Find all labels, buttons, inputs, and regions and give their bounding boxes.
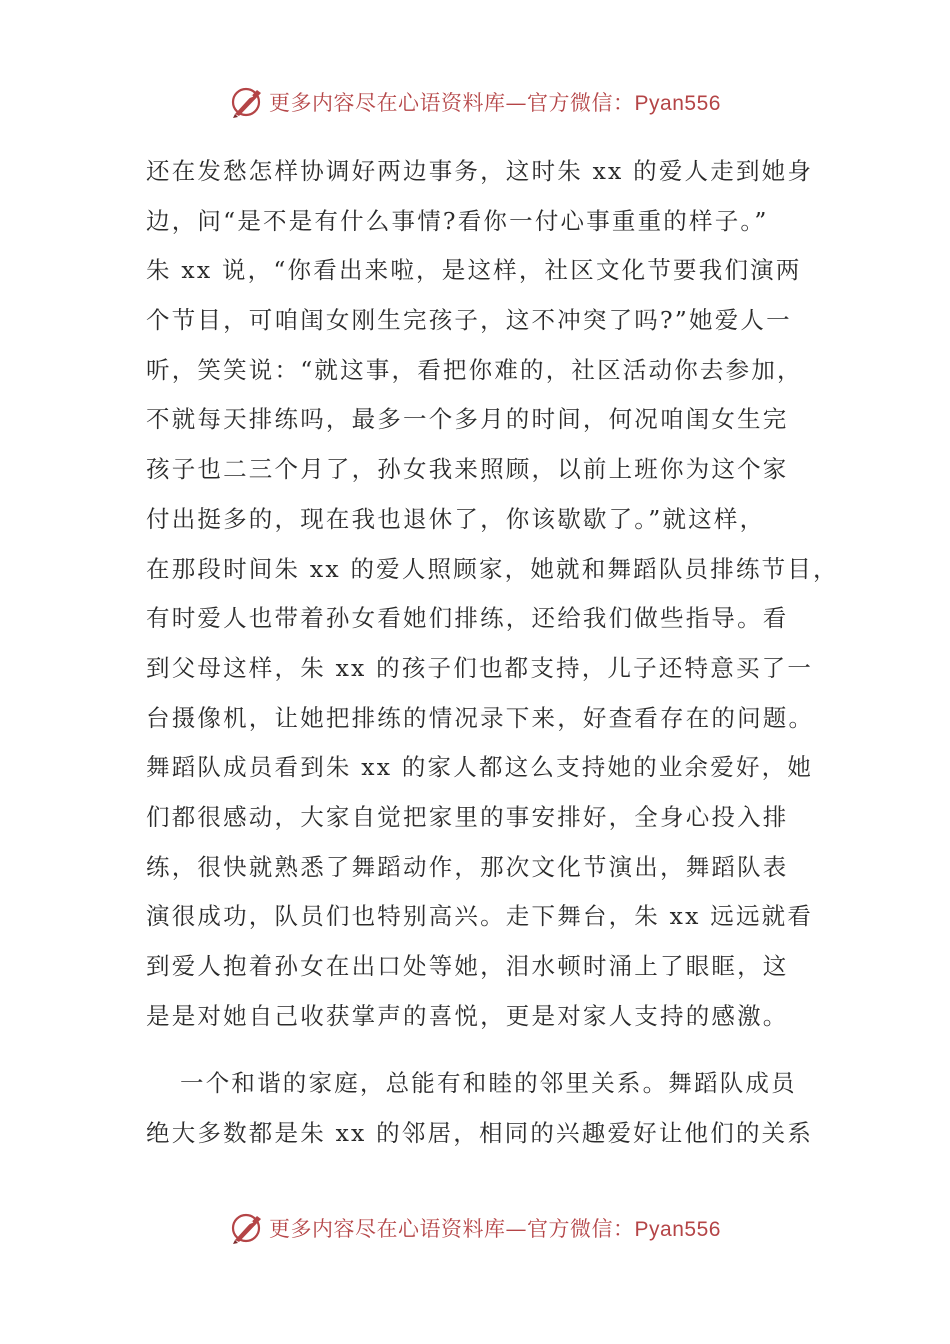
text-line: 绝大多数都是朱 xx 的邻居，相同的兴趣爱好让他们的关系 xyxy=(146,1119,814,1148)
text-line: 有时爱人也带着孙女看她们排练，还给我们做些指导。看 xyxy=(146,604,789,633)
text-line: 练，很快就熟悉了舞蹈动作，那次文化节演出，舞蹈队表 xyxy=(146,852,789,881)
text-line: 朱 xx 说，“你看出来啦，是这样，社区文化节要我们演两 xyxy=(146,256,802,285)
watermark-contact-id: Pyan556 xyxy=(634,92,721,115)
paragraph-gap xyxy=(146,1041,811,1059)
footer-watermark-banner xyxy=(0,1208,950,1248)
pen-logo-icon xyxy=(229,1210,265,1246)
watermark-text xyxy=(269,87,721,117)
watermark-dash: — xyxy=(505,1217,528,1241)
watermark-contact-label: 官方微信： xyxy=(527,91,635,115)
watermark-brand: 更多内容尽在心语资料库 xyxy=(269,1217,506,1241)
text-line: 在那段时间朱 xx 的爱人照顾家，她就和舞蹈队员排练节目， xyxy=(146,554,839,583)
text-line: 个节目，可咱闺女刚生完孩子，这不冲突了吗?”她爱人一 xyxy=(146,306,792,335)
text-line: 还在发愁怎样协调好两边事务，这时朱 xx 的爱人走到她身 xyxy=(146,157,814,185)
text-line: 孩子也二三个月了，孙女我来照顾，以前上班你为这个家 xyxy=(146,455,789,484)
watermark-contact-id: Pyan556 xyxy=(634,1218,721,1241)
text-line: 一个和谐的家庭，总能有和睦的邻里关系。舞蹈队成员 xyxy=(180,1069,797,1098)
watermark-brand: 更多内容尽在心语资料库 xyxy=(269,91,506,115)
text-line: 付出挺多的，现在我也退休了，你该歇歇了。”就这样， xyxy=(146,504,766,533)
text-line: 不就每天排练吗，最多一个多月的时间，何况咱闺女生完 xyxy=(146,405,789,434)
document-body xyxy=(146,147,839,1159)
text-line: 到爱人抱着孙女在出口处等她，泪水顿时涌上了眼眶，这 xyxy=(146,952,789,980)
text-line: 听，笑笑说：“就这事，看把你难的，社区活动你去参加， xyxy=(146,355,803,384)
header-watermark-banner xyxy=(0,82,950,122)
text-line: 演很成功，队员们也特别高兴。走下舞台，朱 xx 远远就看 xyxy=(146,902,814,931)
watermark-contact-label: 官方微信： xyxy=(527,1217,635,1241)
paragraph xyxy=(146,147,839,1041)
paragraph xyxy=(146,1059,814,1158)
text-line: 们都很感动，大家自觉把家里的事安排好，全身心投入排 xyxy=(146,802,789,831)
watermark-text xyxy=(269,1213,721,1243)
text-line: 台摄像机，让她把排练的情况录下来，好查看存在的问题。 xyxy=(146,703,815,732)
text-line: 舞蹈队成员看到朱 xx 的家人都这么支持她的业余爱好，她 xyxy=(146,753,814,782)
text-line: 是是对她自己收获掌声的喜悦，更是对家人支持的感激。 xyxy=(146,1001,789,1030)
pen-logo-icon xyxy=(229,84,265,120)
text-line: 到父母这样，朱 xx 的孩子们也都支持，儿子还特意买了一 xyxy=(146,653,814,682)
text-line: 边，问“是不是有什么事情?看你一付心事重重的样子。” xyxy=(146,206,769,235)
watermark-dash: — xyxy=(505,91,528,115)
